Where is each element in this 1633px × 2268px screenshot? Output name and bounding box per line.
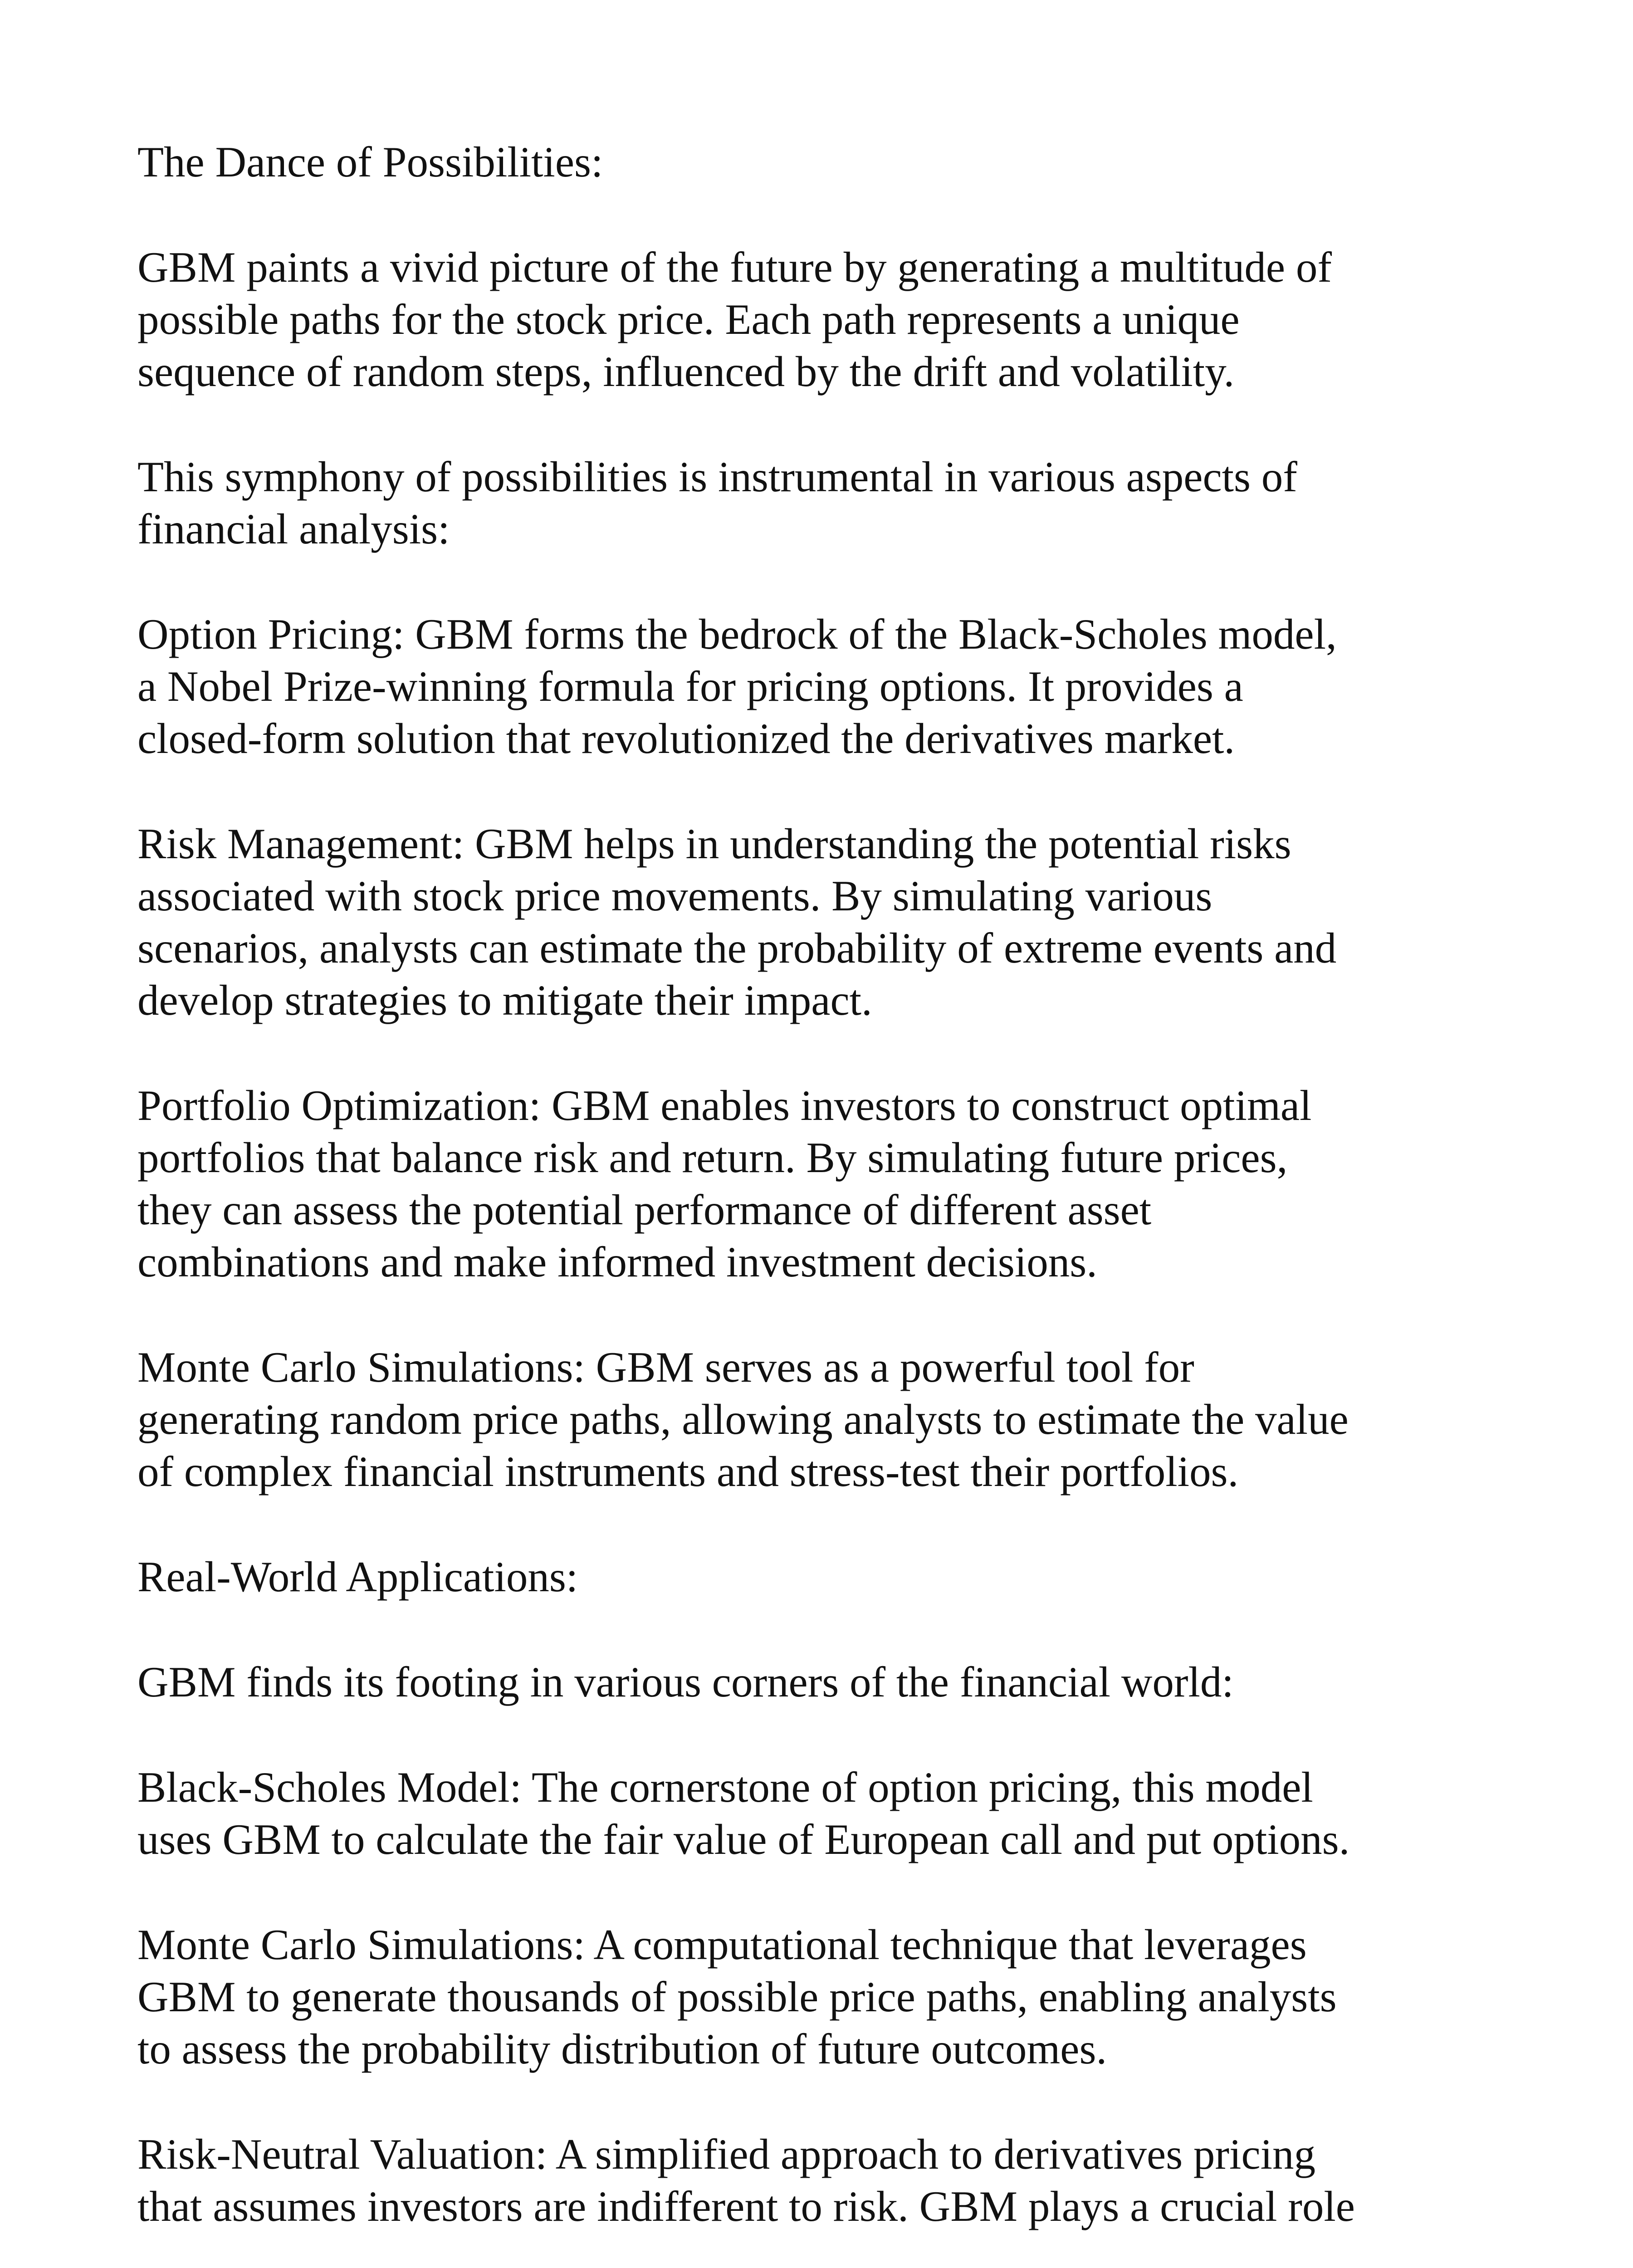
paragraph-risk-neutral-valuation: Risk-Neutral Valuation: A simplified approach to derivatives pricing that assumes investors are indifferent to risk. GBM plays a crucial role xyxy=(137,2130,1355,2230)
paragraph-option-pricing: Option Pricing: GBM forms the bedrock of the Black-Scholes model, a Nobel Prize-winning formula for pricing options. It provides a closed-form solution that revolutionized the derivatives market. xyxy=(137,610,1337,763)
page-body xyxy=(137,136,1435,2268)
paragraph-monte-carlo-tool: Monte Carlo Simulations: GBM serves as a powerful tool for generating random price paths, allowing analysts to estimate the value of complex financial instruments and stress-test their portfolios. xyxy=(137,1343,1349,1496)
paragraph-monte-carlo-technique: Monte Carlo Simulations: A computational technique that leverages GBM to generate thousands of possible price paths, enabling analysts to assess the probability distribution of future outcomes. xyxy=(137,1921,1337,2073)
paragraph-symphony-of-possibilities: This symphony of possibilities is instrumental in various aspects of financial analysis: xyxy=(137,453,1297,553)
paragraph-financial-world: GBM finds its footing in various corners of the financial world: xyxy=(137,1658,1234,1706)
section-heading-dance-of-possibilities: The Dance of Possibilities: xyxy=(137,138,603,186)
section-heading-real-world-applications: Real-World Applications: xyxy=(137,1553,578,1601)
paragraph-risk-management: Risk Management: GBM helps in understanding the potential risks associated with stock price movements. By simulating various scenarios, analysts can estimate the probability of extreme events and develop strategies to mitigate their impact. xyxy=(137,820,1337,1024)
paragraph-portfolio-optimization: Portfolio Optimization: GBM enables investors to construct optimal portfolios that balance risk and return. By simulating future prices, they can assess the potential performance of different asset combinations and make informed investment decisions. xyxy=(137,1081,1312,1286)
paragraph-gbm-paths: GBM paints a vivid picture of the future by generating a multitude of possible paths for the stock price. Each path represents a unique sequence of random steps, influenced by the drift and volatility. xyxy=(137,243,1332,396)
paragraph-black-scholes-model: Black-Scholes Model: The cornerstone of option pricing, this model uses GBM to calculate the fair value of European call and put options. xyxy=(137,1763,1350,1863)
